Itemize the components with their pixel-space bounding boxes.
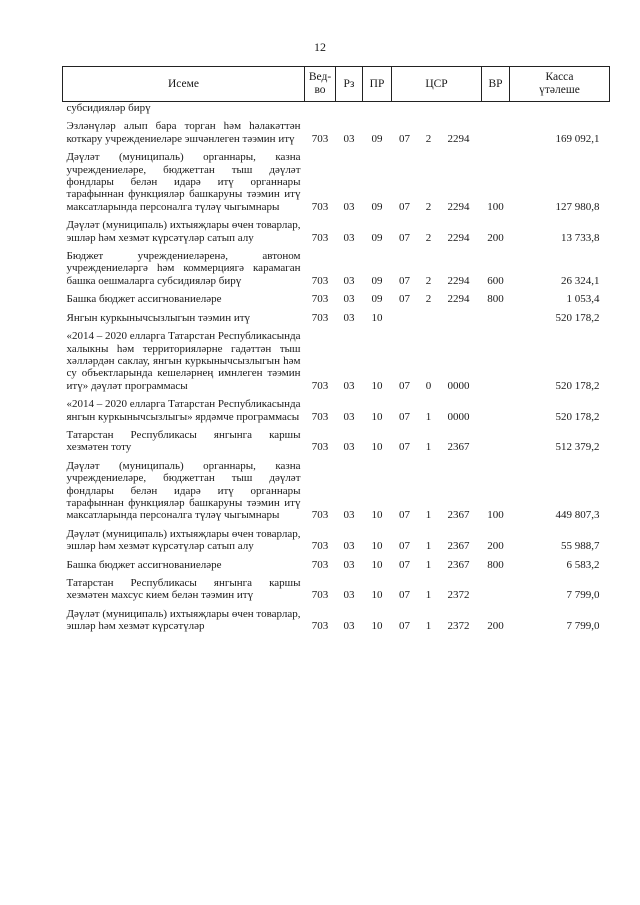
kassa-amount: 127 980,8 [555, 200, 600, 213]
csr-code [392, 312, 482, 324]
vr-code: 200 [487, 231, 504, 244]
pr-code: 09 [371, 274, 383, 287]
csr-direction: 2294 [447, 293, 470, 306]
table-row [63, 312, 610, 324]
table-row [63, 577, 610, 602]
csr-direction: 2294 [447, 231, 470, 244]
item-name: Башка бюджет ассигнованиеләре [66, 293, 222, 306]
csr-subprogram: 1 [425, 540, 432, 553]
csr-program: 07 [399, 558, 410, 571]
ved-code: 703 [311, 441, 329, 454]
csr-subprogram: 1 [425, 441, 432, 454]
vr-code [482, 102, 510, 115]
table-row [63, 293, 610, 305]
header-rz: Рз [336, 67, 363, 102]
kassa-amount: 520 178,2 [555, 410, 600, 423]
ved-code: 703 [311, 620, 329, 633]
csr-code [392, 608, 482, 633]
vr-code [482, 120, 510, 145]
csr-direction: 2372 [447, 620, 470, 633]
table-row [63, 250, 610, 287]
kassa-amount: 512 379,2 [555, 441, 600, 454]
table-row [63, 120, 610, 145]
csr-code [392, 528, 482, 553]
header-csr: ЦСР [392, 67, 482, 102]
ved-code [305, 102, 336, 115]
pr-code: 09 [371, 132, 383, 145]
vr-code [482, 429, 510, 454]
csr-code [392, 151, 482, 213]
csr-program: 07 [399, 379, 410, 392]
rz-code: 03 [343, 231, 355, 244]
csr-subprogram: 2 [425, 274, 432, 287]
csr-code [392, 219, 482, 244]
pr-code [363, 102, 392, 115]
rz-code: 03 [343, 620, 355, 633]
budget-table [62, 66, 610, 633]
table-row [63, 398, 610, 423]
kassa-amount: 520 178,2 [555, 379, 600, 392]
rz-code: 03 [343, 311, 355, 324]
vr-code: 100 [487, 200, 504, 213]
rz-code: 03 [343, 589, 355, 602]
pr-code: 10 [371, 441, 383, 454]
kassa-amount: 449 807,3 [555, 509, 600, 522]
ved-code: 703 [311, 311, 329, 324]
table-row [63, 102, 610, 115]
csr-program: 07 [399, 441, 410, 454]
vr-code [482, 577, 510, 602]
ved-code: 703 [311, 509, 329, 522]
csr-code [392, 577, 482, 602]
table-row [63, 429, 610, 454]
pr-code: 10 [371, 410, 383, 423]
csr-subprogram: 2 [425, 132, 432, 145]
item-name: Дәүләт (муниципаль) органнары, казна учреждениеләре, бюджеттан тыш дәүләт фондлары белән идарә итү органнары тарафыннан функцияләр башкаруны тәэмин итү максатларында персоналга түләү чыгымнары [66, 151, 301, 213]
item-name: Бюджет учреждениеләренә, автоном учреждениеләргә һәм коммерциягә карамаган башка оешмаларга субсидияләр бирү [66, 250, 301, 287]
item-name: «2014 – 2020 елларга Татарстан Республикасында халыкны һәм территорияләрне гадәттән тыш хәлләрдән саклау, янгын куркынычсызлыгын һәм су объектларында кешеләрнең имнлеген тәэмин итү» дәүләт программасы [66, 330, 301, 392]
rz-code: 03 [343, 410, 355, 423]
table-row [63, 608, 610, 633]
csr-program: 07 [399, 231, 410, 244]
pr-code: 09 [371, 200, 383, 213]
csr-program: 07 [399, 620, 410, 633]
csr-code [392, 330, 482, 392]
pr-code: 10 [371, 620, 383, 633]
kassa-amount: 7 799,0 [566, 620, 600, 633]
ved-code: 703 [311, 293, 329, 306]
item-name: Татарстан Республикасы янгынга каршы хезмәтен махсус кием белән тәэмин итү [66, 577, 301, 602]
csr-program: 07 [399, 589, 410, 602]
item-name: «2014 – 2020 елларга Татарстан Республикасында янгын куркынычсызлыгы» ярдәмче программасы [66, 398, 301, 423]
csr-direction: 0000 [447, 379, 470, 392]
header-kassa: Касса үтәлеше [510, 67, 610, 102]
item-name: Башка бюджет ассигнованиеләре [66, 558, 222, 571]
rz-code: 03 [343, 274, 355, 287]
item-name: субсидияләр бирү [66, 102, 151, 114]
csr-direction: 2367 [447, 441, 470, 454]
csr-code [392, 460, 482, 522]
table-row [63, 330, 610, 392]
item-name: Дәүләт (муниципаль) органнары, казна учреждениеләре, бюджеттан тыш дәүләт фондлары белән идарә итү органнары тарафыннан функцияләр башкаруны тәэмин итү максатларында персоналга түләү чыгымнары [66, 459, 301, 522]
rz-code [336, 102, 363, 115]
table-row [63, 219, 610, 244]
pr-code: 10 [371, 558, 383, 571]
csr-program: 07 [399, 509, 410, 522]
csr-direction: 0000 [447, 410, 470, 423]
ved-code: 703 [311, 200, 329, 213]
ved-code: 703 [311, 379, 329, 392]
csr-program: 07 [399, 274, 410, 287]
vr-code: 200 [487, 620, 504, 633]
csr-direction: 2367 [447, 509, 470, 522]
ved-code: 703 [311, 589, 329, 602]
csr-code [392, 250, 482, 287]
csr-subprogram: 2 [425, 231, 432, 244]
ved-code: 703 [311, 540, 329, 553]
csr-program: 07 [399, 200, 410, 213]
csr-subprogram: 0 [425, 379, 432, 392]
csr-code [392, 120, 482, 145]
rz-code: 03 [343, 293, 355, 306]
kassa-amount: 1 053,4 [566, 293, 600, 306]
kassa-amount [510, 102, 610, 115]
csr-direction: 2367 [447, 558, 470, 571]
item-name: Татарстан Республикасы янгынга каршы хезмәтен тоту [66, 428, 301, 454]
csr-subprogram: 1 [425, 620, 432, 633]
pr-code: 09 [371, 231, 383, 244]
csr-subprogram: 1 [425, 558, 432, 571]
table-row [63, 559, 610, 571]
item-name: Эзләнүләр алып бара торган һәм һәлакәттән коткару учреждениеләре эшчәнлеген тәэмин итү [66, 120, 301, 145]
csr-code [392, 102, 482, 115]
csr-code [392, 398, 482, 423]
pr-code: 10 [371, 311, 383, 324]
kassa-amount: 6 583,2 [566, 558, 600, 571]
csr-program: 07 [399, 132, 410, 145]
table-body [63, 102, 610, 633]
header-pr: ПР [363, 67, 392, 102]
kassa-amount: 55 988,7 [561, 540, 600, 553]
pr-code: 10 [371, 540, 383, 553]
vr-code: 600 [487, 274, 504, 287]
csr-subprogram: 1 [425, 509, 432, 522]
pr-code: 09 [371, 293, 383, 306]
ved-code: 703 [311, 274, 329, 287]
vr-code [482, 398, 510, 423]
rz-code: 03 [343, 558, 355, 571]
header-name: Исеме [63, 67, 305, 102]
table-row [63, 528, 610, 553]
table-row [63, 151, 610, 213]
csr-code [392, 559, 482, 571]
csr-subprogram: 2 [425, 200, 432, 213]
item-name: Дәүләт (муниципаль) ихтыяҗлары өчен товарлар, эшләр һәм хезмәт күрсәтүләр [66, 607, 301, 633]
ved-code: 703 [311, 132, 329, 145]
kassa-amount: 169 092,1 [555, 132, 600, 145]
pr-code: 10 [371, 509, 383, 522]
rz-code: 03 [343, 540, 355, 553]
pr-code: 10 [371, 379, 383, 392]
csr-program: 07 [399, 293, 410, 306]
csr-subprogram: 2 [425, 293, 432, 306]
table-header [63, 67, 610, 102]
vr-code [482, 312, 510, 324]
ved-code: 703 [311, 410, 329, 423]
csr-program: 07 [399, 410, 410, 423]
header-vr: ВР [482, 67, 510, 102]
csr-direction: 2372 [447, 589, 470, 602]
csr-subprogram: 1 [425, 410, 432, 423]
kassa-amount: 7 799,0 [566, 589, 600, 602]
rz-code: 03 [343, 509, 355, 522]
vr-code: 100 [487, 509, 504, 522]
vr-code: 800 [487, 558, 504, 571]
vr-code: 800 [487, 293, 504, 306]
kassa-amount: 26 324,1 [561, 274, 600, 287]
table-row [63, 460, 610, 522]
csr-subprogram: 1 [425, 589, 432, 602]
item-name: Янгын куркынычсызлыгын тәэмин итү [66, 311, 251, 324]
rz-code: 03 [343, 441, 355, 454]
csr-code [392, 429, 482, 454]
rz-code: 03 [343, 132, 355, 145]
csr-direction: 2294 [447, 200, 470, 213]
kassa-amount: 13 733,8 [561, 231, 600, 244]
kassa-amount: 520 178,2 [555, 311, 600, 324]
page-number: 12 [314, 40, 326, 54]
ved-code: 703 [311, 231, 329, 244]
vr-code [482, 330, 510, 392]
csr-direction: 2367 [447, 540, 470, 553]
rz-code: 03 [343, 379, 355, 392]
rz-code: 03 [343, 200, 355, 213]
ved-code: 703 [311, 558, 329, 571]
vr-code: 200 [487, 540, 504, 553]
csr-program: 07 [399, 540, 410, 553]
csr-code [392, 293, 482, 305]
pr-code: 10 [371, 589, 383, 602]
item-name: Дәүләт (муниципаль) ихтыяҗлары өчен товарлар, эшләр һәм хезмәт күрсәтүләр сатып алу [66, 527, 301, 553]
item-name: Дәүләт (муниципаль) ихтыяҗлары өчен товарлар, эшләр һәм хезмәт күрсәтүләр сатып алу [66, 219, 301, 244]
header-ved: Вед- во [305, 67, 336, 102]
csr-direction: 2294 [447, 132, 470, 145]
csr-direction: 2294 [447, 274, 470, 287]
